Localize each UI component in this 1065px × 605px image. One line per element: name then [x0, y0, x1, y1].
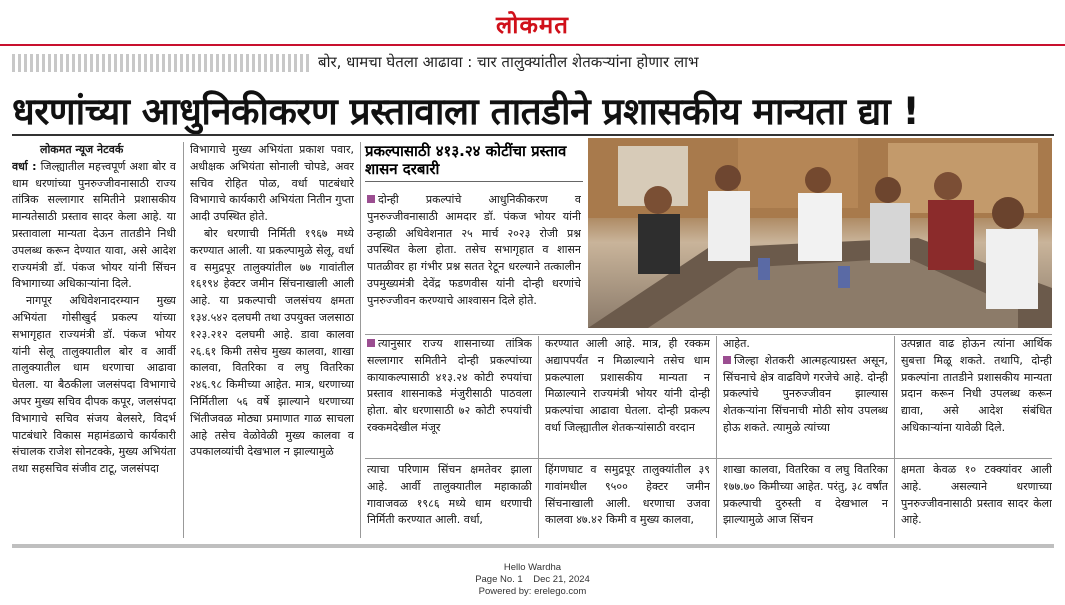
- dateline: वर्धा :: [12, 159, 37, 173]
- column-divider: [360, 142, 361, 538]
- footer-powered-by: Powered by: erelego.com: [478, 586, 587, 597]
- body-text: दोन्ही प्रकल्पांचे आधुनिकीकरण व पुनरुज्जीवनासाठी आमदार डॉ. पंकज भोयर यांनी उन्हाळी अधिवेशनात २५ मार्च २०२३ रोजी प्रश्न उपस्थित केला होता. तसेच सभागृहात व शासन पातळीवर हा गंभीर प्रश्न सतत रेटून धरल्याने तत्कालीन उपमुख्यमंत्री देवेंद्र फडणवीस यांनी दोन्ही धरणांचे पुनरुज्जीवन करण्याचे आश्वासन दिले होते.: [367, 193, 581, 307]
- article-kicker: बोर, धामचा घेतला आढावा : चार तालुक्यांतील शेतकऱ्यांना होणार लाभ: [318, 53, 699, 71]
- body-paragraph: विभागाचे मुख्य अभियंता प्रकाश पवार, अधीक्षक अभियंता सोनाली चोपडे, अवर सचिव रोहित पोळ, वर्धा पाटबंधारे विभागाचे कार्यकारी अभियंता नितीन गुप्ता आदी उपस्थित होते.: [190, 143, 354, 224]
- article-column-3b: [367, 336, 532, 458]
- section-rule: [365, 334, 1052, 335]
- body-paragraph: शाखा कालवा, वितरिका व लघु वितरिका १७७.७० किमीच्या आहेत. परंतु, ३८ वर्षांत प्रकल्पाची दुरुस्ती व देखभाल न झाल्यामुळे आज सिंचन: [723, 463, 888, 527]
- body-paragraph: त्याचा परिणाम सिंचन क्षमतेवर झाला आहे. आर्वी तालुक्यातील महाकाळी गावाजवळ १९८६ मध्ये धाम धरणाची निर्मिती करण्यात आली. वर्धा,: [367, 463, 532, 527]
- column-divider: [716, 336, 717, 538]
- article-column-3a: [367, 192, 581, 328]
- article-column-4a: [545, 336, 710, 458]
- column-divider: [538, 336, 539, 538]
- kicker-stripes: [12, 54, 312, 72]
- bullet-square-icon: [367, 339, 375, 347]
- newspaper-logo: लोकमत: [496, 10, 569, 39]
- page-bottom-rule: [12, 544, 1054, 548]
- article-column-5c: [723, 462, 888, 538]
- body-text: जिल्हा शेतकरी आत्महत्याग्रस्त असून, सिंचनाचे क्षेत्र वाढविणे गरजेचे आहे. दोन्ही प्रकल्पांचे पुनरुज्जीवन झाल्यास शेतकऱ्यांना सिंचनाची मोठी सोय उपलब्ध होऊ शकते. त्यामुळे त्यांच्या: [723, 353, 888, 434]
- body-paragraph: [367, 192, 581, 310]
- article-column-2: [190, 142, 354, 538]
- masthead-rule: [0, 44, 1065, 46]
- column-divider: [894, 336, 895, 538]
- meeting-photo-illustration: [588, 138, 1052, 328]
- body-paragraph: बोर धरणाची निर्मिती १९६७ मध्ये करण्यात आली. या प्रकल्पामुळे सेलू, वर्धा व समुद्रपूर तालुक्यांतील ७७ गावांतील १६१९४ हेक्टर जमीन सिंचनाखाली आली आहे. या प्रकल्पाची जलसंचय क्षमता १३४.५४२ दलघमी तथा उपयुक्त जलसाठा १२३.२१२ दलघमी आहे. डावा कालवा २६.६१ किमी तसेच मुख्य कालवा, शाखा कालवा, वितरिका व लघु वितरिका २४६.९८ किमीच्या आहेत. मात्र, धरणाच्या निर्मितीला ५६ वर्षे झाल्याने धरणाच्या भिंतीजवळ मोठ्या प्रमाणात गाळ साचला आहे तसेच वेळोवेळी मुख्य कालवा व उपकालव्यांची देखभाल न झाल्यामुळे: [190, 226, 354, 459]
- article-column-5a: [723, 336, 888, 458]
- body-paragraph: नागपूर अधिवेशनादरम्यान मुख्य अभियंता गोसीखुर्द प्रकल्प यांच्या सभागृहात राज्यमंत्री डॉ. पंकज भोयर यांनी सेलू तालुक्यातील बोर व आर्वी तालुक्यातील धाम धरणाचा आढावा घेतला. या बैठकीला जलसंपदा विभागाचे अपर मुख्य सचिव दीपक कपूर, जलसंपदा विभागाचे सचिव संजय बेलसरे, विदर्भ पाटबंधारे विकास महामंडळाचे कार्यकारी संचालक राजेश सोनटक्के, मुख्य अभियंता तथा सहसचिव संजीव टाटू, जलसंपदा: [12, 294, 176, 476]
- byline: लोकमत न्यूज नेटवर्क: [40, 143, 124, 156]
- lead-paragraph: [12, 159, 176, 293]
- article-column-1: [12, 142, 176, 538]
- body-paragraph: आहेत.: [723, 337, 750, 350]
- article-column-6b: [901, 462, 1052, 538]
- meeting-photo: [588, 138, 1052, 328]
- bullet-square-icon: [367, 195, 375, 203]
- article-column-6a: [901, 336, 1052, 458]
- kicker-bar: [12, 52, 1052, 74]
- body-text: त्यानुसार राज्य शासनाच्या तांत्रिक सल्लागार समितीने दोन्ही प्रकल्पांच्या कायाकल्पासाठी ४१३.२४ कोटी रुपयांचा प्रस्ताव शासनाकडे मंजुरीसाठी पाठवला होता. बोर धरणासाठी ७२ कोटी रुपयांची रक्कमदेखील मंजूर: [367, 337, 532, 434]
- body-paragraph: [367, 336, 532, 437]
- sub-headline: प्रकल्पासाठी ४१३.२४ कोटींचा प्रस्ताव शासन दरबारी: [365, 142, 567, 178]
- body-paragraph: [723, 353, 888, 437]
- footer-edition: Hello Wardha: [503, 562, 562, 573]
- section-rule: [365, 458, 1052, 459]
- body-paragraph: करण्यात आली आहे. मात्र, ही रक्कम अद्यापपर्यंत न मिळाल्याने तसेच धाम प्रकल्पाला प्रशासकीय मान्यता न मिळाल्याने राज्यमंत्री भोयर यांनी दोन्ही प्रकल्पांचा आढावा घेतला. दोन्ही प्रकल्प वर्धा जिल्ह्यातील शेतकऱ्यांसाठी वरदान: [545, 337, 710, 434]
- article-column-4b: [545, 462, 710, 538]
- body-paragraph: क्षमता केवळ १० टक्क्यांवर आली आहे. असल्याने धरणाच्या पुनरुज्जीवनासाठी प्रस्ताव सादर केला आहे.: [901, 463, 1052, 527]
- masthead: [0, 0, 1065, 44]
- lead-text: जिल्ह्यातील महत्त्वपूर्ण अशा बोर व धाम धरणांच्या पुनरुज्जीवनासाठी राज्य तांत्रिक सल्लागार समितीने प्रशासकीय मान्यतेसाठी प्रस्ताव सादर केला आहे. या प्रस्तावाला मान्यता देऊन तातडीने निधी उपलब्ध करून देण्यात यावा, असे आदेश राज्यमंत्री डॉ. पंकज भोयर यांनी सिंचन विभागाच्या अधिकाऱ्यांना दिले.: [12, 159, 176, 291]
- column-divider: [183, 142, 184, 538]
- article-column-3c: [367, 462, 532, 538]
- body-paragraph: हिंगणघाट व समुद्रपूर तालुक्यांतील ३९ गावांमधील ९५०० हेक्टर जमीन सिंचनाखाली आली. धरणाचा उजवा कालवा ४७.४२ किमी व मुख्य कालवा,: [545, 463, 710, 527]
- article-headline: धरणांच्या आधुनिकीकरण प्रस्तावाला तातडीने प्रशासकीय मान्यता द्या !: [12, 90, 919, 133]
- headline-rule: [12, 134, 1054, 136]
- body-paragraph: उत्पन्नात वाढ होऊन त्यांना आर्थिक सुबत्ता मिळू शकते. तथापि, दोन्ही प्रकल्पांना तातडीने प्रशासकीय मान्यता प्रदान करून निधी उपलब्ध करून द्यावा, असे आदेश संबंधित अधिकाऱ्यांना यावेळी दिले.: [901, 337, 1052, 434]
- footer-page-date: Page No. 1 Dec 21, 2024: [475, 574, 590, 585]
- page-footer: [0, 562, 1065, 598]
- bullet-square-icon: [723, 356, 731, 364]
- sub-headline-rule: [365, 181, 583, 182]
